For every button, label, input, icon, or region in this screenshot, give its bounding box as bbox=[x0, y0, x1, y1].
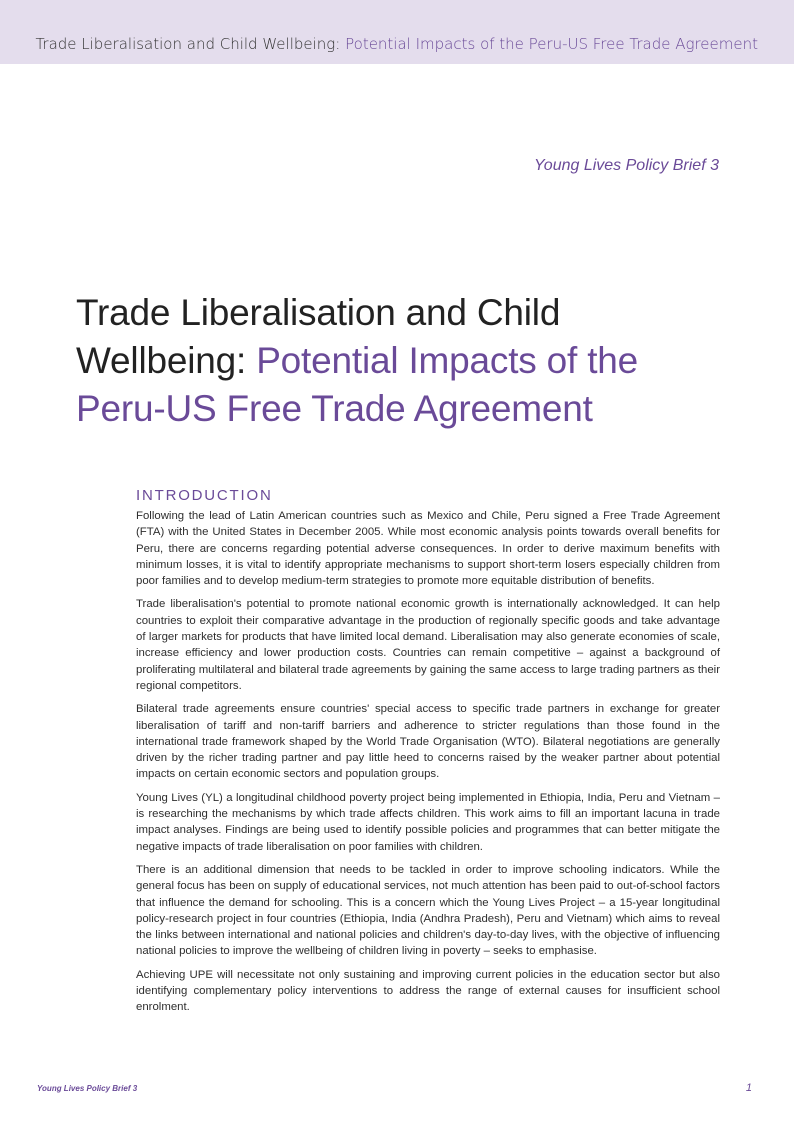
page-title bbox=[76, 289, 756, 433]
title-line-3-purple: Peru-US Free Trade Agreement bbox=[76, 388, 593, 429]
page-number: 1 bbox=[745, 1082, 752, 1094]
header-band bbox=[0, 0, 794, 64]
body-paragraph-5: There is an additional dimension that needs to be tackled in order to improve schooling indicators. While the general focus has been on supply of educational services, not much attention has been paid to out-of-school factors that influence the demand for schooling. This is a concern which the Young Lives Project – a 15-year longitudinal policy-research project in four countries (Ethiopia, India (Andhra Pradesh), Peru and Vietnam) which aims to reveal the links between international and national policies and children's day-to-day lives, with the objective of influencing national policies to improve the wellbeing of children living in poverty – seeks to emphasise. bbox=[136, 863, 720, 958]
body-column bbox=[136, 487, 720, 1023]
series-label: Young Lives Policy Brief 3 bbox=[534, 157, 719, 174]
title-line-2-black: Wellbeing: bbox=[76, 340, 247, 381]
body-paragraph-2: Trade liberalisation's potential to promote national economic growth is internationally acknowledged. It can help countries to exploit their comparative advantage in the production of regionally specific goods and take advantage of larger markets for products that have limited local demand. Liberalisation may also generate economies of scale, increase efficiency and lower production costs. Countries can remain competitive – against a background of proliferating multilateral and bilateral trade agreements by gaining the same access to large trading partners as their regional competitors. bbox=[136, 598, 720, 692]
body-paragraph-1: Following the lead of Latin American countries such as Mexico and Chile, Peru signed a Free Trade Agreement (FTA) with the United States in December 2005. While most economic analysis points towards overall benefits for Peru, there are concerns regarding potential adverse consequences. In order to derive maximum benefits with minimum losses, it is vital to identify appropriate mechanisms to support short-term losers especially children from poor families and to develop medium-term strategies to promote more equitable distribution of benefits. bbox=[136, 510, 720, 588]
title-line-2-purple: Potential Impacts of the bbox=[256, 340, 639, 381]
footer-series-label: Young Lives Policy Brief 3 bbox=[37, 1084, 138, 1093]
running-header-purple: Potential Impacts of the Peru-US Free Trade Agreement bbox=[345, 35, 758, 53]
running-header bbox=[35, 35, 758, 53]
running-header-black: Trade Liberalisation and Child Wellbeing: bbox=[35, 35, 341, 53]
body-paragraph-6: Achieving UPE will necessitate not only sustaining and improving current policies in the education sector but also identifying complementary policy interventions to address the range of external causes for insufficient school enrolment. bbox=[136, 968, 720, 1014]
title-line-1: Trade Liberalisation and Child bbox=[76, 292, 561, 333]
body-paragraph-4: Young Lives (YL) a longitudinal childhood poverty project being implemented in Ethiopia, India, Peru and Vietnam – is researching the mechanisms by which trade affects children. This work aims to fill an important lacuna in trade impact analyses. Findings are being used to identify possible policies and programmes that can better mitigate the negative impacts of trade liberalisation on poor families with children. bbox=[136, 791, 720, 853]
section-heading-introduction: INTRODUCTION bbox=[136, 487, 273, 504]
body-paragraph-3: Bilateral trade agreements ensure countries' special access to specific trade partners in exchange for greater liberalisation of tariff and non-tariff barriers and adherence to stricter regulations than those found in the international trade framework shaped by the World Trade Organisation (WTO). Bilateral negotiations are generally driven by the richer trading partner and pay little heed to concerns raised by the weaker partner about potential impacts on certain economic sectors and population groups. bbox=[136, 703, 720, 781]
